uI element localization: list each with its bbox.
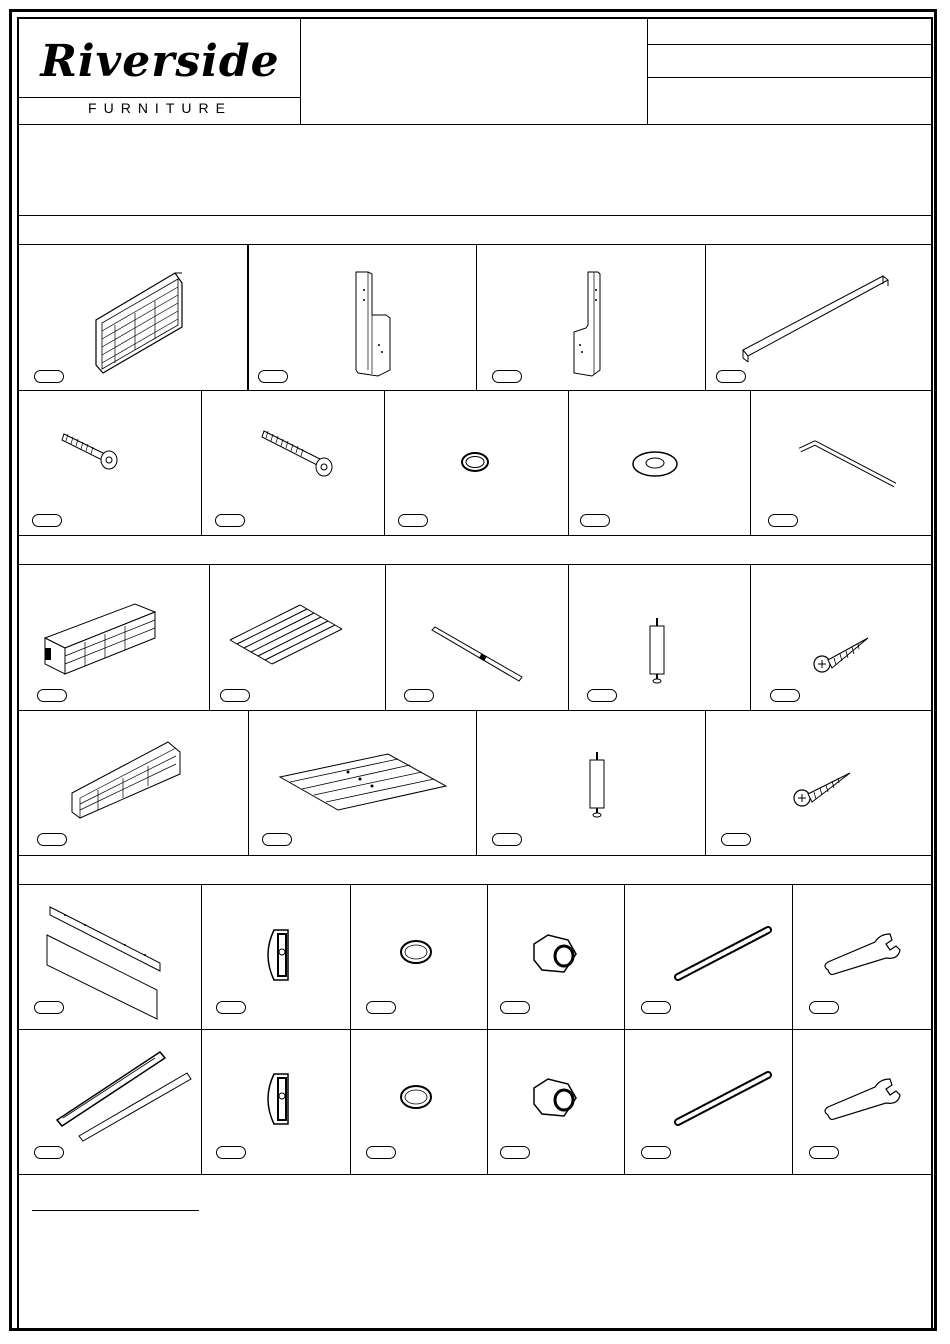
side-rail-icon: [45, 905, 165, 1020]
logo-subtitle: FURNITURE: [88, 100, 232, 116]
part-label-pill: [768, 514, 798, 527]
bolt-long-icon: [260, 425, 340, 480]
hex-nut-icon: [528, 932, 583, 977]
part-label-pill: [641, 1001, 671, 1014]
cell-divider: [705, 710, 706, 855]
cell-divider: [385, 564, 386, 710]
drawer-icon: [40, 600, 160, 680]
part-label-pill: [721, 833, 751, 846]
threaded-rod-icon: [673, 1070, 773, 1130]
open-wrench-icon: [820, 1075, 905, 1125]
footboard-icon: [68, 738, 188, 823]
part-label-pill: [809, 1001, 839, 1014]
part-label-pill: [398, 514, 428, 527]
slat-roll-icon: [225, 600, 345, 680]
cell-divider: [247, 244, 249, 390]
section-divider: [19, 244, 931, 245]
part-label-pill: [216, 1146, 246, 1159]
cell-divider: [384, 390, 385, 535]
part-label-pill: [216, 1001, 246, 1014]
bracket-icon: [260, 928, 295, 983]
cell-divider: [705, 244, 706, 390]
part-label-pill: [258, 370, 288, 383]
headboard-icon: [90, 265, 190, 375]
post-right-icon: [570, 270, 615, 380]
split-washer-icon: [396, 1082, 436, 1112]
post-left-icon: [352, 270, 397, 380]
allen-wrench-icon: [795, 440, 900, 495]
part-label-pill: [32, 514, 62, 527]
brand-logo: [20, 22, 300, 116]
screw-icon: [810, 632, 875, 677]
open-wrench-icon: [820, 930, 905, 980]
cell-divider: [209, 564, 210, 710]
section-divider: [19, 855, 931, 856]
cell-divider: [750, 390, 751, 535]
logo-script: Riverside: [40, 36, 280, 87]
header-divider: [647, 19, 648, 124]
cell-divider: [568, 390, 569, 535]
part-label-pill: [580, 514, 610, 527]
part-label-pill: [500, 1146, 530, 1159]
part-label-pill: [716, 370, 746, 383]
part-label-pill: [587, 689, 617, 702]
part-label-pill: [366, 1001, 396, 1014]
cell-divider: [248, 710, 249, 855]
support-leg-icon: [585, 752, 610, 822]
cell-divider: [568, 564, 569, 710]
part-label-pill: [34, 370, 64, 383]
header-divider: [647, 77, 931, 78]
threaded-rod-icon: [673, 925, 773, 985]
notes-underline: [32, 1210, 199, 1211]
section-divider: [19, 884, 931, 885]
slat-frame-icon: [278, 752, 448, 812]
section-divider: [19, 1174, 931, 1175]
section-divider: [19, 215, 931, 216]
lock-washer-icon: [455, 448, 495, 478]
support-leg-icon: [645, 618, 670, 688]
bracket-icon: [260, 1072, 295, 1127]
part-label-pill: [366, 1146, 396, 1159]
section-divider: [19, 390, 931, 391]
section-divider: [19, 124, 931, 125]
part-label-pill: [492, 833, 522, 846]
section-divider: [19, 535, 931, 536]
cell-divider: [201, 390, 202, 535]
cell-divider: [476, 710, 477, 855]
part-label-pill: [215, 514, 245, 527]
flat-washer-icon: [630, 448, 680, 483]
part-label-pill: [37, 689, 67, 702]
section-divider: [19, 1029, 931, 1030]
center-rail-icon: [430, 625, 525, 685]
part-label-pill: [262, 833, 292, 846]
section-divider: [19, 710, 931, 711]
section-divider: [19, 564, 931, 565]
part-label-pill: [492, 370, 522, 383]
part-label-pill: [37, 833, 67, 846]
part-label-pill: [809, 1146, 839, 1159]
part-label-pill: [404, 689, 434, 702]
part-label-pill: [500, 1001, 530, 1014]
part-label-pill: [34, 1146, 64, 1159]
screw-icon: [790, 770, 855, 815]
part-label-pill: [220, 689, 250, 702]
part-label-pill: [770, 689, 800, 702]
part-label-pill: [641, 1146, 671, 1159]
rail-icon: [740, 272, 890, 362]
header-divider: [300, 19, 301, 124]
cell-divider: [750, 564, 751, 710]
header-divider: [19, 97, 300, 98]
bolt-short-icon: [60, 428, 125, 473]
side-rail-icon: [55, 1048, 195, 1143]
cell-divider: [476, 244, 477, 390]
hex-nut-icon: [528, 1076, 583, 1121]
header-divider: [647, 44, 931, 45]
split-washer-icon: [396, 937, 436, 967]
